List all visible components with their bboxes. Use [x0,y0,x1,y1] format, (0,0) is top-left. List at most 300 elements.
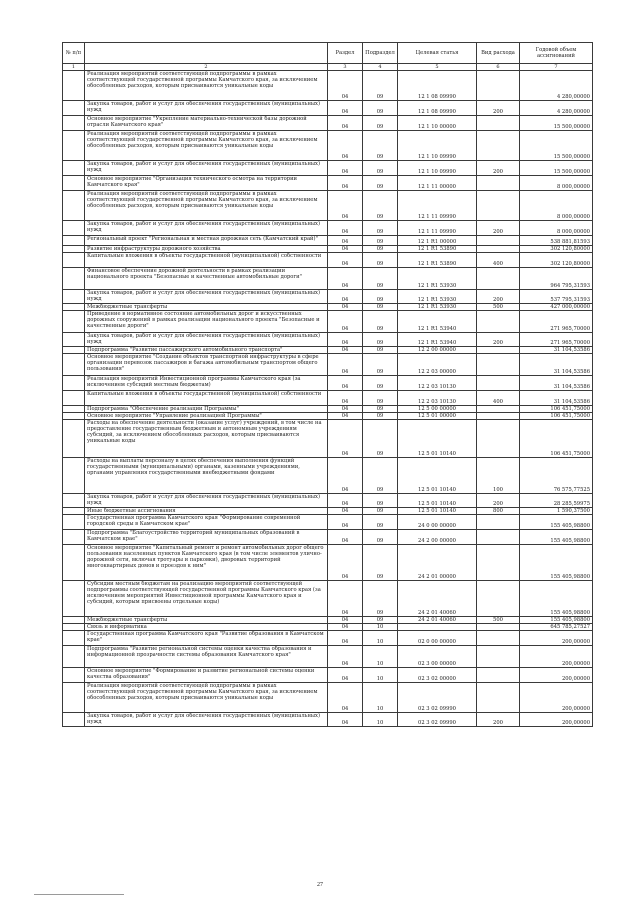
podrazdel-cell: 09 [363,176,398,191]
expense-type-cell [477,376,520,391]
page-number: 27 [317,882,323,888]
amount-cell: 155 405,98800 [520,515,593,530]
razdel-cell: 04 [328,347,363,354]
table-row [63,413,593,420]
column-number: 4 [363,64,398,71]
podrazdel-cell: 09 [363,406,398,413]
expense-type-cell [477,581,520,617]
target-article-cell: 24 2 01 00000 [398,545,477,581]
podrazdel-cell: 09 [363,420,398,458]
target-article-cell: 12 2 03 00000 [398,354,477,376]
header-annual-volume: Годовой объем ассигнований [520,43,593,64]
razdel-cell: 04 [328,290,363,304]
num-cell [63,391,85,406]
column-number: 7 [520,64,593,71]
amount-cell: 645 785,27527 [520,624,593,631]
table-row [63,631,593,646]
name-cell: Реализация мероприятий соответствующей подпрограммы в рамках соответствующей государственной программы Камчатского края, за исключением обособленных расходов, которым присваиваются уникальные коды [85,191,328,221]
num-cell [63,101,85,116]
amount-cell: 4 280,00000 [520,101,593,116]
podrazdel-cell: 09 [363,515,398,530]
podrazdel-cell: 09 [363,221,398,236]
expense-type-cell [477,71,520,101]
podrazdel-cell: 09 [363,191,398,221]
target-article-cell: 12 5 01 10140 [398,494,477,508]
amount-cell: 76 575,77525 [520,458,593,494]
name-cell: Государственная программа Камчатского края "Развитие образования в Камчатском крае" [85,631,328,646]
num-cell [63,646,85,668]
podrazdel-cell: 10 [363,713,398,727]
amount-cell: 106 451,75000 [520,420,593,458]
name-cell: Закупка товаров, работ и услуг для обеспечения государственных (муниципальных) нужд [85,290,328,304]
column-number: 3 [328,64,363,71]
num-cell [63,191,85,221]
table-row [63,508,593,515]
amount-cell: 28 285,59975 [520,494,593,508]
razdel-cell: 04 [328,236,363,246]
name-cell: Капитальные вложения в объекты государственной (муниципальной) собственности [85,253,328,268]
amount-cell: 15 500,00000 [520,131,593,161]
target-article-cell: 02 3 02 00000 [398,668,477,683]
table-row [63,253,593,268]
table-row [63,290,593,304]
expense-type-cell [477,268,520,290]
name-cell: Расходы на выплаты персоналу в целях обеспечения выполнения функций государственными (муниципальными) органами, казенными учреждениями, органами управления государственными внебюджетными фондами [85,458,328,494]
num-cell [63,116,85,131]
podrazdel-cell: 09 [363,458,398,494]
header-expense-type: Вид расхода [477,43,520,64]
num-cell [63,71,85,101]
podrazdel-cell: 09 [363,354,398,376]
razdel-cell: 04 [328,376,363,391]
expense-type-cell: 200 [477,494,520,508]
table-row [63,221,593,236]
razdel-cell: 04 [328,494,363,508]
target-article-cell: 12 2 03 10130 [398,391,477,406]
name-cell: Основное мероприятие "Формирование и развитие региональной системы оценки качества образования" [85,668,328,683]
target-article-cell: 12 5 01 00000 [398,413,477,420]
table-row [63,161,593,176]
table-row [63,236,593,246]
podrazdel-cell: 09 [363,101,398,116]
razdel-cell: 04 [328,131,363,161]
podrazdel-cell: 09 [363,131,398,161]
target-article-cell: 12 1 R1 00000 [398,236,477,246]
razdel-cell: 04 [328,333,363,347]
name-cell: Реализация мероприятий соответствующей подпрограммы в рамках соответствующей государственной программы Камчатского края, за исключением обособленных расходов, которым присваиваются уникальные коды [85,131,328,161]
razdel-cell: 04 [328,581,363,617]
amount-cell: 8 000,00000 [520,176,593,191]
expense-type-cell [477,116,520,131]
num-cell [63,713,85,727]
header-razdel: Раздел [328,43,363,64]
target-article-cell: 12 5 00 00000 [398,406,477,413]
target-article-cell: 12 1 R1 53930 [398,268,477,290]
amount-cell: 8 000,00000 [520,221,593,236]
table-header-row [63,43,593,64]
target-article-cell: 12 2 03 10130 [398,376,477,391]
expense-type-cell [477,515,520,530]
expense-type-cell: 200 [477,161,520,176]
razdel-cell: 04 [328,221,363,236]
expense-type-cell [477,191,520,221]
name-cell: Реализация мероприятий соответствующей подпрограммы в рамках соответствующей государственной программы Камчатского края, за исключением обособленных расходов, которым присваиваются уникальные коды [85,71,328,101]
razdel-cell: 04 [328,246,363,253]
podrazdel-cell: 09 [363,530,398,545]
num-cell [63,333,85,347]
amount-cell: 964 795,31593 [520,268,593,290]
amount-cell: 1 590,37500 [520,508,593,515]
target-article-cell: 12 1 R1 53890 [398,246,477,253]
table-row [63,494,593,508]
num-cell [63,236,85,246]
expense-type-cell [477,311,520,333]
amount-cell: 31 104,53586 [520,347,593,354]
amount-cell: 302 120,80000 [520,253,593,268]
name-cell: Закупка товаров, работ и услуг для обеспечения государственных (муниципальных) нужд [85,713,328,727]
num-cell [63,581,85,617]
target-article-cell: 12 1 10 00000 [398,116,477,131]
razdel-cell: 04 [328,268,363,290]
razdel-cell: 04 [328,646,363,668]
num-cell [63,545,85,581]
podrazdel-cell: 09 [363,116,398,131]
razdel-cell: 04 [328,683,363,713]
name-cell: Связь и информатика [85,624,328,631]
amount-cell: 106 451,75000 [520,413,593,420]
razdel-cell: 04 [328,354,363,376]
razdel-cell: 04 [328,515,363,530]
podrazdel-cell: 09 [363,304,398,311]
name-cell: Основное мероприятие "Создание объектов транспортной инфраструктуры в сфере организации перевозок пассажиров и багажа автомобильным транспортом общего пользования" [85,354,328,376]
razdel-cell: 04 [328,713,363,727]
table-row [63,191,593,221]
razdel-cell: 04 [328,413,363,420]
expense-type-cell [477,683,520,713]
target-article-cell: 12 1 10 09990 [398,131,477,161]
num-cell [63,311,85,333]
name-cell: Закупка товаров, работ и услуг для обеспечения государственных (муниципальных) нужд [85,221,328,236]
razdel-cell: 04 [328,253,363,268]
table-column-numbers-row [63,64,593,71]
amount-cell: 271 965,70000 [520,333,593,347]
name-cell: Иные бюджетные ассигнования [85,508,328,515]
name-cell: Реализация мероприятий соответствующей подпрограммы в рамках соответствующей государственной программы Камчатского края, за исключением обособленных расходов, которым присваиваются уникальные коды [85,683,328,713]
table-row [63,545,593,581]
expense-type-cell: 200 [477,333,520,347]
expense-type-cell [477,631,520,646]
name-cell: Реализация мероприятий Инвестиционной программы Камчатского края (за исключением субсидий местным бюджетам) [85,376,328,391]
expense-type-cell [477,420,520,458]
target-article-cell: 12 1 R1 53890 [398,253,477,268]
table-row [63,333,593,347]
name-cell: Основное мероприятие "Организация технического осмотра на территории Камчатского края" [85,176,328,191]
expense-type-cell [477,131,520,161]
expense-type-cell [477,236,520,246]
amount-cell: 200,00000 [520,646,593,668]
table-row [63,617,593,624]
amount-cell: 538 881,81593 [520,236,593,246]
expense-type-cell [477,347,520,354]
podrazdel-cell: 09 [363,391,398,406]
num-cell [63,624,85,631]
table-row [63,668,593,683]
expense-type-cell [477,246,520,253]
table-row [63,176,593,191]
table-row [63,391,593,406]
podrazdel-cell: 09 [363,545,398,581]
amount-cell: 15 500,00000 [520,161,593,176]
expense-type-cell [477,668,520,683]
expense-type-cell [477,530,520,545]
column-number: 5 [398,64,477,71]
razdel-cell: 04 [328,508,363,515]
table-row [63,624,593,631]
column-number: 6 [477,64,520,71]
amount-cell: 155 405,98800 [520,530,593,545]
table-row [63,376,593,391]
podrazdel-cell: 10 [363,624,398,631]
target-article-cell: 12 1 R1 53940 [398,311,477,333]
razdel-cell: 04 [328,391,363,406]
expense-type-cell: 200 [477,101,520,116]
razdel-cell: 04 [328,624,363,631]
num-cell [63,221,85,236]
amount-cell: 302 120,80000 [520,246,593,253]
num-cell [63,376,85,391]
amount-cell: 155 405,98800 [520,581,593,617]
expense-type-cell [477,545,520,581]
expense-type-cell [477,646,520,668]
num-cell [63,304,85,311]
target-article-cell: 24 0 00 00000 [398,515,477,530]
name-cell: Основное мероприятие "Укрепление материально-технической базы дорожной отрасли Камчатского края" [85,116,328,131]
razdel-cell: 04 [328,304,363,311]
name-cell: Приведение в нормативное состояние автомобильных дорог и искусственных дорожных сооружений в рамках реализации национального проекта "Безопасные и качественные дороги" [85,311,328,333]
num-cell [63,494,85,508]
table-row [63,71,593,101]
table-row [63,347,593,354]
amount-cell: 537 795,31593 [520,290,593,304]
table-row [63,406,593,413]
podrazdel-cell: 10 [363,668,398,683]
podrazdel-cell: 09 [363,246,398,253]
target-article-cell: 12 1 08 09990 [398,101,477,116]
target-article-cell: 12 5 01 10140 [398,458,477,494]
expense-type-cell [477,176,520,191]
target-article-cell: 12 5 01 10140 [398,508,477,515]
footer-rule [34,894,124,895]
podrazdel-cell: 09 [363,290,398,304]
expense-type-cell: 500 [477,304,520,311]
amount-cell: 200,00000 [520,683,593,713]
podrazdel-cell: 09 [363,617,398,624]
num-cell [63,246,85,253]
razdel-cell: 04 [328,545,363,581]
target-article-cell: 24 2 00 00000 [398,530,477,545]
expense-type-cell: 200 [477,221,520,236]
name-cell: Региональный проект "Региональная и местная дорожная сеть (Камчатский край)" [85,236,328,246]
table-row [63,683,593,713]
name-cell: Подпрограмма "Развитие пассажирского автомобильного транспорта" [85,347,328,354]
num-cell [63,683,85,713]
num-cell [63,406,85,413]
podrazdel-cell: 09 [363,581,398,617]
amount-cell: 31 104,53586 [520,354,593,376]
target-article-cell: 02 0 00 00000 [398,631,477,646]
razdel-cell: 04 [328,617,363,624]
target-article-cell: 12 1 11 09990 [398,191,477,221]
table-row [63,420,593,458]
amount-cell: 200,00000 [520,668,593,683]
name-cell: Субсидии местным бюджетам на реализацию мероприятий соответствующей подпрограммы соответствующей государственной программы Камчатского края (за исключением мероприятий Инвестиционной программы Камчатского края и субсидий, которым присвоены отдельные коды) [85,581,328,617]
budget-table-sheet [62,42,592,727]
expense-type-cell: 100 [477,458,520,494]
target-article-cell: 12 1 08 09990 [398,71,477,101]
num-cell [63,631,85,646]
expense-type-cell: 500 [477,617,520,624]
name-cell: Закупка товаров, работ и услуг для обеспечения государственных (муниципальных) нужд [85,101,328,116]
target-article-cell: 12 5 01 10140 [398,420,477,458]
amount-cell: 31 104,53586 [520,391,593,406]
target-article-cell: 12 1 R1 53930 [398,290,477,304]
budget-table [62,42,593,727]
name-cell: Межбюджетные трансферты [85,304,328,311]
num-cell [63,161,85,176]
podrazdel-cell: 09 [363,376,398,391]
num-cell [63,668,85,683]
expense-type-cell: 400 [477,253,520,268]
expense-type-cell [477,354,520,376]
table-row [63,354,593,376]
name-cell: Подпрограмма "Развитие региональной системы оценки качества образования и информационной прозрачности системы образования Камчатского края" [85,646,328,668]
expense-type-cell [477,624,520,631]
table-row [63,515,593,530]
target-article-cell: 24 2 01 40060 [398,617,477,624]
table-row [63,268,593,290]
podrazdel-cell: 09 [363,253,398,268]
expense-type-cell [477,413,520,420]
num-cell [63,253,85,268]
header-podrazdel: Подраздел [363,43,398,64]
razdel-cell: 04 [328,311,363,333]
name-cell: Государственная программа Камчатского края "Формирование современной городской среды в Камчатском крае" [85,515,328,530]
razdel-cell: 04 [328,116,363,131]
table-row [63,304,593,311]
table-row [63,246,593,253]
razdel-cell: 04 [328,668,363,683]
amount-cell: 271 965,70000 [520,311,593,333]
name-cell: Подпрограмма "Обеспечение реализации Программы" [85,406,328,413]
razdel-cell: 04 [328,530,363,545]
podrazdel-cell: 09 [363,311,398,333]
name-cell: Основное мероприятие "Капитальный ремонт и ремонт автомобильных дорог общего пользования населенных пунктов Камчатского края (в том числе элементов улично-дорожной сети, включая тротуары и парковки), дворовых территорий многоквартирных домов и проездов к ним" [85,545,328,581]
target-article-cell: 12 1 R1 53930 [398,304,477,311]
amount-cell: 200,00000 [520,713,593,727]
table-row [63,713,593,727]
num-cell [63,508,85,515]
num-cell [63,413,85,420]
num-cell [63,515,85,530]
name-cell: Закупка товаров, работ и услуг для обеспечения государственных (муниципальных) нужд [85,333,328,347]
amount-cell: 155 405,98800 [520,545,593,581]
table-row [63,116,593,131]
table-row [63,311,593,333]
num-cell [63,458,85,494]
podrazdel-cell: 09 [363,161,398,176]
target-article-cell: 12 1 10 09990 [398,161,477,176]
expense-type-cell: 400 [477,391,520,406]
podrazdel-cell: 10 [363,646,398,668]
amount-cell: 4 280,00000 [520,71,593,101]
razdel-cell: 04 [328,406,363,413]
target-article-cell: 02 3 02 09990 [398,713,477,727]
podrazdel-cell: 09 [363,268,398,290]
target-article-cell: 12 1 11 00000 [398,176,477,191]
razdel-cell: 04 [328,161,363,176]
razdel-cell: 04 [328,631,363,646]
table-row [63,646,593,668]
column-number: 2 [85,64,328,71]
name-cell: Основное мероприятие "Управление реализацией Программы" [85,413,328,420]
expense-type-cell: 200 [477,290,520,304]
header-target-article: Целевая статья [398,43,477,64]
expense-type-cell: 800 [477,508,520,515]
razdel-cell: 04 [328,71,363,101]
expense-type-cell: 200 [477,713,520,727]
podrazdel-cell: 09 [363,347,398,354]
header-num: № п/п [63,43,85,64]
podrazdel-cell: 09 [363,236,398,246]
table-row [63,131,593,161]
name-cell: Финансовое обеспечение дорожной деятельности в рамках реализации национального проекта "Безопасные и качественные автомобильные дороги" [85,268,328,290]
column-number: 1 [63,64,85,71]
razdel-cell: 04 [328,176,363,191]
name-cell: Подпрограмма "Благоустройство территорий муниципальных образований в Камчатском крае" [85,530,328,545]
target-article-cell: 24 2 01 40060 [398,581,477,617]
target-article-cell: 02 3 00 00000 [398,646,477,668]
podrazdel-cell: 10 [363,683,398,713]
expense-type-cell [477,406,520,413]
amount-cell: 106 451,75000 [520,406,593,413]
name-cell: Расходы на обеспечение деятельности (оказание услуг) учреждений, в том числе на предоставление государственным бюджетным и автономным учреждениям субсидий, за исключением обособленных расходов, которым присваиваются уникальные коды [85,420,328,458]
amount-cell: 15 500,00000 [520,116,593,131]
target-article-cell: 12 1 R1 53940 [398,333,477,347]
podrazdel-cell: 10 [363,631,398,646]
num-cell [63,617,85,624]
razdel-cell: 04 [328,101,363,116]
table-row [63,530,593,545]
amount-cell: 31 104,53586 [520,376,593,391]
podrazdel-cell: 09 [363,71,398,101]
amount-cell: 155 405,98800 [520,617,593,624]
table-row [63,458,593,494]
name-cell: Закупка товаров, работ и услуг для обеспечения государственных (муниципальных) нужд [85,161,328,176]
name-cell: Закупка товаров, работ и услуг для обеспечения государственных (муниципальных) нужд [85,494,328,508]
num-cell [63,131,85,161]
razdel-cell: 04 [328,420,363,458]
amount-cell: 427 000,00000 [520,304,593,311]
target-article-cell: 12 1 11 09990 [398,221,477,236]
header-name [85,43,328,64]
num-cell [63,268,85,290]
num-cell [63,354,85,376]
target-article-cell [398,624,477,631]
num-cell [63,176,85,191]
table-body [63,71,593,727]
num-cell [63,530,85,545]
podrazdel-cell: 09 [363,494,398,508]
